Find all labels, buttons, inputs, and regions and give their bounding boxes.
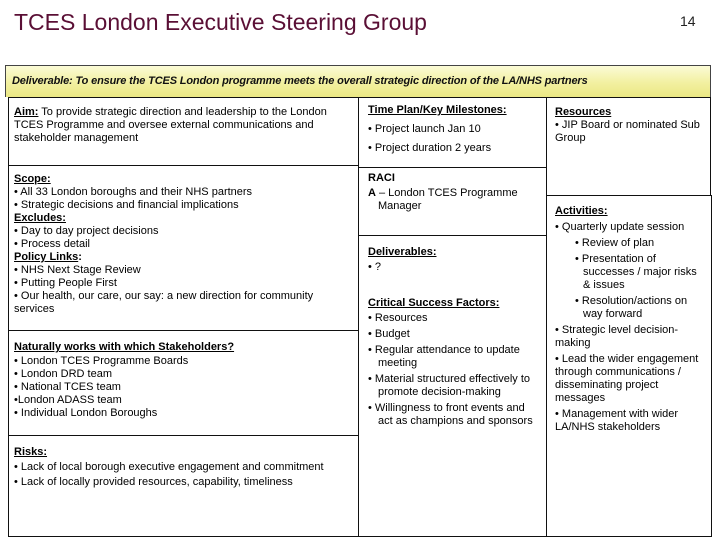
- excludes-heading: Excludes:: [14, 212, 66, 224]
- risks-box: [8, 435, 359, 537]
- csf-item: • Resources: [368, 312, 428, 324]
- stakeholder-item: • London DRD team: [14, 368, 113, 380]
- stakeholder-item: • National TCES team: [14, 381, 121, 393]
- stakeholders-heading: Naturally works with which Stakeholders?: [14, 341, 235, 353]
- resource-item: • JIP Board or nominated Sub Group: [555, 119, 700, 144]
- policy-links-colon: :: [78, 251, 82, 263]
- scope-box: [8, 165, 359, 331]
- stakeholder-item: • London TCES Programme Boards: [14, 355, 189, 367]
- risks-heading: Risks:: [14, 446, 48, 458]
- policy-link-item: • NHS Next Stage Review: [14, 264, 141, 276]
- deliverables-csf-box: [358, 235, 547, 537]
- raci-role: A: [368, 187, 376, 199]
- deliverable-text: Deliverable: To ensure the TCES London programme meets the overall strategic direction of the LA/NHS partners: [12, 75, 588, 87]
- deliverables-heading: Deliverables:: [368, 246, 437, 258]
- deliverable-banner: [5, 65, 711, 97]
- aim-label: Aim:: [14, 106, 39, 118]
- policy-link-item: • Putting People First: [14, 277, 117, 289]
- scope-heading: Scope:: [14, 173, 51, 185]
- aim-box: [8, 97, 359, 166]
- scope-item: • Strategic decisions and financial implications: [14, 199, 239, 211]
- csf-item: • Willingness to front events and act as champions and sponsors: [368, 402, 533, 427]
- stakeholders-box: [8, 330, 359, 436]
- activity-item: • Management with wider LA/NHS stakeholders: [555, 408, 679, 433]
- policy-link-item: • Our health, our care, our say: a new direction for community services: [14, 290, 314, 315]
- milestone-item: • Project duration 2 years: [368, 142, 492, 154]
- resources-heading: Resources: [555, 106, 612, 118]
- csf-heading: Critical Success Factors:: [368, 297, 500, 309]
- csf-item: • Regular attendance to update meeting: [368, 344, 520, 369]
- raci-box: [358, 167, 547, 236]
- risk-item: • Lack of local borough executive engagement and commitment: [14, 461, 324, 473]
- timeplan-heading: Time Plan/Key Milestones:: [368, 104, 507, 116]
- aim-text: [14, 106, 327, 144]
- raci-heading: RACI: [368, 172, 395, 184]
- stakeholder-item: • Individual London Boroughs: [14, 407, 158, 419]
- policy-links-heading: Policy Links: [14, 251, 79, 263]
- csf-item: • Budget: [368, 328, 410, 340]
- milestone-item: • Project launch Jan 10: [368, 123, 481, 135]
- activity-subitem: • Presentation of successes / major risks & issues: [575, 253, 697, 291]
- activity-item: • Lead the wider engagement through communications / disseminating project messages: [555, 353, 699, 404]
- scope-item: • All 33 London boroughs and their NHS partners: [14, 186, 253, 198]
- activity-subitem: • Review of plan: [575, 237, 655, 249]
- raci-assignment: [368, 187, 540, 213]
- activities-heading: Activities:: [555, 205, 608, 217]
- timeplan-box: [358, 97, 547, 168]
- activity-subitem: • Resolution/actions on way forward: [575, 295, 688, 320]
- aim-body: To provide strategic direction and leadership to the London TCES Programme and oversee external communications and stakeholder management: [14, 106, 327, 144]
- policy-links-heading-row: [14, 251, 352, 264]
- csf-item: • Material structured effectively to promote decision-making: [368, 373, 530, 398]
- resources-box: [546, 97, 711, 196]
- activities-box: [546, 195, 712, 537]
- raci-assignee: – London TCES Programme Manager: [375, 187, 518, 212]
- deliverable-item: • ?: [368, 261, 382, 273]
- stakeholder-item: •London ADASS team: [14, 394, 122, 406]
- excludes-item: • Day to day project decisions: [14, 225, 159, 237]
- excludes-item: • Process detail: [14, 238, 90, 250]
- risk-item: • Lack of locally provided resources, capability, timeliness: [14, 476, 293, 488]
- activity-item: • Quarterly update session: [555, 221, 685, 233]
- page-title: TCES London Executive Steering Group: [14, 9, 427, 35]
- page-number: 14: [680, 13, 696, 29]
- activity-item: • Strategic level decision-making: [555, 324, 679, 349]
